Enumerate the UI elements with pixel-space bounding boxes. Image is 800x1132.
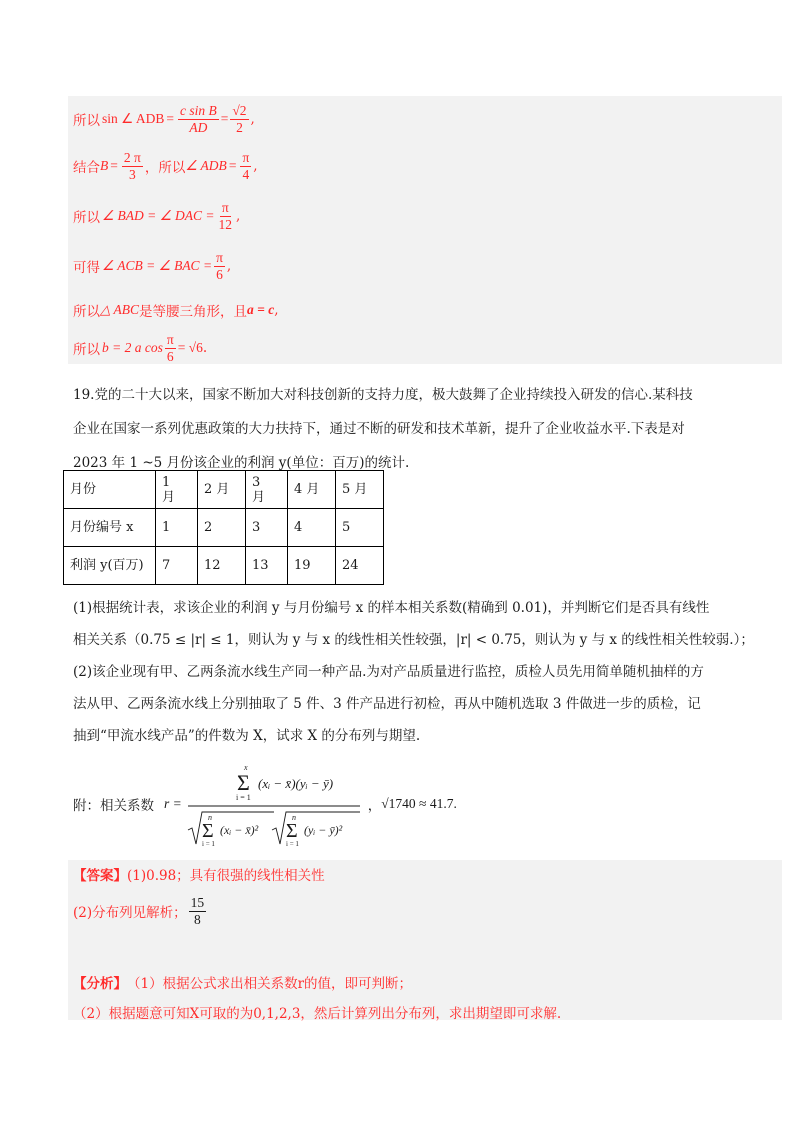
table-cell: 3 月 — [246, 471, 288, 509]
questions — [73, 592, 773, 752]
question-1-line: 相关关系（0.75 ≤ |r| ≤ 1，则认为 y 与 x 的线性相关性较强，|r| < 0.75，则认为 y 与 x 的线性相关性较弱.）； — [73, 632, 754, 648]
answer-block — [68, 860, 782, 1020]
table-cell: 5 — [336, 509, 384, 547]
svg-text:(xᵢ − x̄)(yᵢ − ȳ): (xᵢ − x̄)(yᵢ − ȳ) — [257, 776, 333, 791]
solution-step-5: 所以 △ ABC 是等腰三角形，且 a = c , — [73, 302, 279, 320]
svg-text:n: n — [291, 813, 296, 822]
question-2-line: 法从甲、乙两条流水线上分别抽取了 5 件、3 件产品进行初检，再从中随机选取 3 件做进一步的质检，记 — [73, 696, 701, 712]
question-1-line: (1)根据统计表，求该企业的利润 y 与月份编号 x 的样本相关系数(精确到 0.01)，并判断它们是否具有线性 — [73, 600, 710, 616]
table-row — [64, 471, 384, 509]
step-prefix: 所以 — [73, 113, 100, 130]
svg-text:Σ: Σ — [201, 820, 214, 842]
svg-text:i = 1: i = 1 — [285, 840, 299, 848]
analysis-line-1 — [73, 972, 412, 992]
svg-text:Σ: Σ — [236, 770, 250, 795]
problem-line: 2023 年 1 ~5 月份该企业的利润 y(单位：百万)的统计. — [73, 455, 410, 471]
table-cell: 利润 y(百万) — [64, 547, 156, 585]
table-cell: 12 — [198, 547, 246, 585]
table-cell: 24 — [336, 547, 384, 585]
svg-text:(yᵢ − ȳ)²: (yᵢ − ȳ)² — [303, 823, 342, 837]
answer-part-2: (2)分布列见解析； — [73, 905, 187, 922]
sum-top-den: n — [207, 813, 212, 822]
correlation-formula — [184, 760, 364, 848]
sqrt-note: √1740 ≈ 41.7. — [381, 796, 457, 811]
problem-line: 企业在国家一系列优惠政策的大力扶持下，通过不断的研发和技术革新，提升了企业收益水平.下表是对 — [73, 421, 685, 437]
solution-step-3: 所以 ∠ BAD = ∠ DAC = $\frac{\pi}{12}$ , — [73, 200, 241, 232]
fraction: $\frac{√2}{2}$ — [232, 103, 247, 135]
table-cell: 5 月 — [336, 471, 384, 509]
sum-bottom: i = 1 — [235, 793, 251, 802]
analysis-tag: 【分析】 — [73, 976, 127, 992]
table-cell: 2 — [198, 509, 246, 547]
problem-number: 19. — [73, 387, 95, 403]
table-cell: 19 — [288, 547, 336, 585]
appendix-formula: 附：相关系数 r = x Σ i = 1 (xᵢ − x̄)(yᵢ − ȳ) n Σ i = 1 (xᵢ − x̄)² n Σ i = 1 (yᵢ − ȳ)² ， √1740 ≈ 41.7. — [73, 760, 457, 848]
fraction: $\frac{\pi}{6}$ — [216, 250, 223, 282]
fraction: $\frac{2 \pi}{3}$ — [123, 150, 141, 182]
table-row — [64, 509, 384, 547]
table-cell: 月份 — [64, 471, 156, 509]
solution-step-2: 结合 B = $\frac{2 \pi}{3}$ ，所以 ∠ ADB = $\frac{\pi}{4}$ , — [73, 150, 258, 182]
solution-step-4: 可得 ∠ ACB = ∠ BAC = $\frac{\pi}{6}$ , — [73, 250, 232, 282]
table-row — [64, 547, 384, 585]
fraction: $\frac{\text{c sin B}}{AD}$ — [180, 103, 217, 135]
fraction: $\frac{\pi}{12}$ — [218, 200, 233, 232]
solution-step-6: 所以 b = 2 a cos $\frac{\pi}{6}$ = √6 . — [73, 332, 208, 364]
table-cell: 1 月 — [156, 471, 198, 509]
table-cell: 2 月 — [198, 471, 246, 509]
profit-table — [63, 470, 384, 585]
question-2-line: 抽到“甲流水线产品”的件数为 X，试求 X 的分布列与期望. — [73, 728, 421, 744]
table-cell: 月份编号 x — [64, 509, 156, 547]
analysis-text-2: （2）根据题意可知X可取的为0,1,2,3，然后计算列出分布列，求出期望即可求解. — [73, 1006, 562, 1022]
solution-step-1: 所以 sin ∠ ADB = $\frac{\text{c sin B}}{AD}$ = $\frac{√2}{2}$ , — [73, 103, 255, 135]
table-cell: 1 — [156, 509, 198, 547]
table-cell: 13 — [246, 547, 288, 585]
table-cell: 7 — [156, 547, 198, 585]
answer-part-1: (1)0.98；具有很强的线性相关性 — [127, 868, 325, 884]
problem-19-text — [73, 378, 773, 480]
step-lhs: sin ∠ ADB — [102, 111, 165, 127]
appendix-label: 附：相关系数 — [73, 798, 154, 814]
table-cell: 3 — [246, 509, 288, 547]
question-2-line: (2)该企业现有甲、乙两条流水线生产同一种产品.为对产品质量进行监控，质检人员先用简单随机抽样的方 — [73, 664, 704, 680]
svg-text:(xᵢ − x̄)²: (xᵢ − x̄)² — [219, 823, 258, 837]
sum-top-num: x — [243, 763, 248, 772]
answer-line-2 — [73, 895, 208, 927]
analysis-line-2 — [73, 1002, 561, 1022]
svg-text:Σ: Σ — [285, 820, 298, 842]
svg-text:i = 1: i = 1 — [201, 840, 215, 848]
fraction: $\frac{\pi}{6}$ — [166, 332, 174, 364]
problem-line: 19.党的二十大以来，国家不断加大对科技创新的支持力度，极大鼓舞了企业持续投入研发的信心.某科技 — [73, 387, 693, 403]
table-cell: 4 — [288, 509, 336, 547]
answer-tag: 【答案】 — [73, 868, 127, 884]
analysis-text-1: （1）根据公式求出相关系数r的值，即可判断； — [127, 976, 413, 992]
fraction: $\frac{\pi}{4}$ — [242, 150, 250, 182]
fraction: $\frac{15}{8}$ — [190, 895, 205, 927]
table-cell: 4 月 — [288, 471, 336, 509]
answer-line-1 — [73, 864, 325, 884]
